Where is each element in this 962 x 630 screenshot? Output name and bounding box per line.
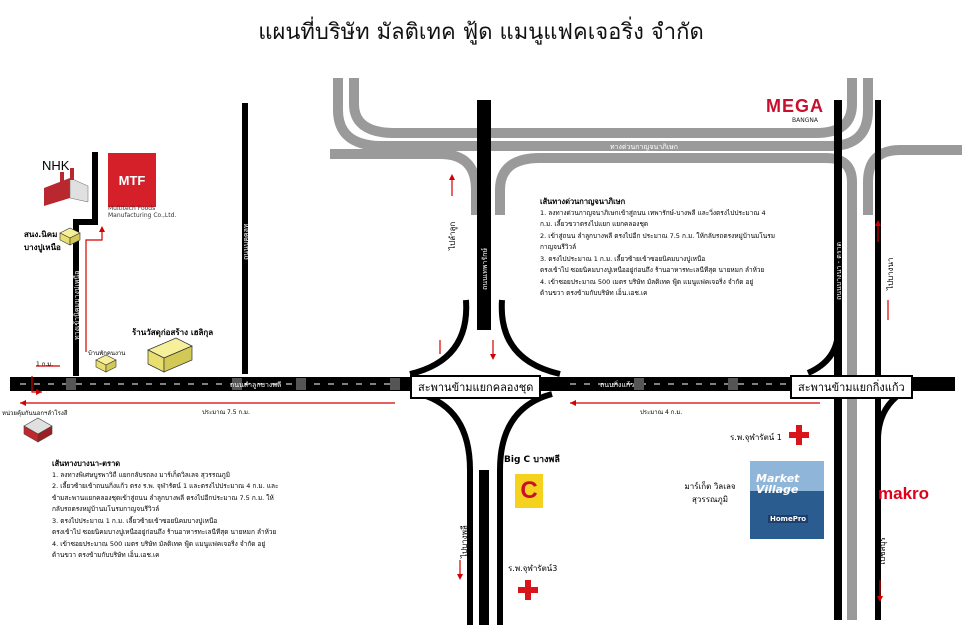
bangna-directions	[52, 458, 279, 562]
expressway-line-6: ตรงเข้าไป ซอยนิคมบางปูเหนืออยู่ก่อนถึง ร้านอาหารทะเลนีทีสุด นายหมก ลำห้วย	[540, 266, 765, 274]
expressway-line-8: ด้านขวา ตรงข้ามกับบริษัท เอ็น.เอช.เค	[540, 289, 648, 297]
expressway-line-4: กาญจนรีวิวล์	[540, 243, 577, 251]
expressway-line-7: 4. เข้าซอยประมาณ 500 เมตร บริษัท มัลติเทค ฟู้ด แมนูแฟคเจอริ่ง จำกัด อยู่	[540, 277, 754, 286]
market-village-sign: Market Village	[756, 472, 800, 496]
hospital-1-label: ร.พ.จุฬารัตน์ 1	[730, 433, 782, 442]
road-center-label: ถนนเทพารักษ์	[481, 248, 489, 290]
dir-chonburi-label: ไปชลบุรี	[878, 537, 887, 566]
worker-house-label: บ้านพักคนงาน	[88, 350, 126, 357]
hospital-1-cross-icon	[789, 425, 809, 445]
bangna-line-6: ตรงเข้าไป ซอยนิคมบางปูเหนืออยู่ก่อนถึง ร้านอาหารทะเลนีทีสุด นายหมก ลำห้วย	[52, 528, 277, 536]
expressway-line-5: 3. ตรงไปประมาณ 1 ก.ม. เลี้ยวซ้ายเข้าซอยนิคมบางปูเหนือ	[540, 254, 706, 263]
distance-1km-label: 1 ก.ม.	[36, 361, 54, 368]
road-king-kaeo-label: ถนนกิ่งแก้ว	[600, 381, 635, 389]
road-bangna-trat-label: ถนนบางนา - ตราด	[835, 241, 843, 300]
page-title: แผนที่บริษัท มัลติเทค ฟู้ด แมนูแฟคเจอริ่ง จำกัด	[258, 20, 704, 45]
bangna-line-5: 3. ตรงไปประมาณ 1 ก.ม. เลี้ยวซ้ายเข้าซอยนิคมบางปูเหนือ	[52, 516, 218, 525]
dir-bangna-label: ไปบางนา	[886, 257, 895, 290]
road-vertical-left-label: ถนนบุคคลท	[242, 223, 250, 260]
bridge-king-kaeo-label: สะพานข้ามแยกกิ่งแก้ว	[790, 375, 913, 399]
bangna-line-1: 1. ลงทางพิเศษบูรพาวิถี แยกกลับรถลง มาร์เก็ตวิลเลจ สุวรรณภูมิ	[52, 470, 230, 479]
construction-store-label: ร้านวัสดุก่อสร้าง เฮลิกุล	[132, 328, 214, 337]
expressway-label: ทางด่วนกาญจนาภิเษก	[610, 143, 679, 151]
bangna-line-2: 2. เลี้ยวซ้ายเข้าถนนกิ่งแก้ว ตรง ร.พ. จุฬารัตน์ 1 และตรงไปประมาณ 4 ก.ม. และ	[52, 482, 279, 490]
bangna-line-4: กลับรถตรงหมู่บ้านมโนรมกาญจนรีวิวล์	[52, 505, 160, 513]
police-label: หน่วยคุ้มกันนอกฯลำโรงสี	[2, 410, 68, 417]
dir-bang-plee-label: ไปบางพลี	[460, 525, 469, 558]
bangna-line-3: ข้ามสะพานแยกคลองชุดเข้าสู่ถนน ลำลูกบางพลี ตรงไปอีกประมาณ 7.5 ก.ม. ให้	[52, 493, 274, 502]
hospital-3-cross-icon	[518, 580, 538, 600]
bridge-khlong-chut-label: สะพานข้ามแยกคลองชุด	[410, 375, 541, 399]
mtf-logo: MTF	[108, 153, 156, 207]
makro-logo: makro	[878, 484, 930, 503]
bangna-line-8: ด้านขวา ตรงข้ามกับบริษัท เอ็น.เอช.เค	[52, 551, 160, 559]
road-left-label: ถนนลำลูกบางพลี	[230, 381, 282, 389]
bangna-line-7: 4. เข้าซอยประมาณ 500 เมตร บริษัท มัลติเทค ฟู้ด แมนูแฟคเจอริ่ง จำกัด อยู่	[52, 539, 266, 548]
road-nikhom-label: ทางเข้านิคมบางปูเหนือ	[73, 270, 81, 340]
mega-logo: MEGA	[766, 96, 824, 116]
distance-4km-label: ประมาณ 4 ก.ม.	[640, 409, 683, 416]
bigc-logo: C	[515, 474, 543, 508]
market-village-photo	[750, 461, 824, 539]
expressway-line-3: 2. เข้าสู่ถนน ลำลูกบางพลี ตรงไปอีก ประมาณ 7.5 ก.ม. ให้กลับรถตรงหมู่บ้านมโนรม	[540, 231, 776, 240]
school-label: สนง.นิคม บางปูเหนือ	[24, 230, 61, 252]
nhk-label: NHK	[42, 158, 70, 173]
expressway-line-2: ก.ม. เลี้ยวขวาตรงไปแยก แยกคลองชุด	[540, 220, 649, 228]
mtf-sub-label: Multitech Foods Manufacturing Co.,Ltd.	[108, 205, 177, 219]
nhk-factory-icon	[44, 168, 88, 206]
dir-lat-krabang-label: ไปลำลูก	[448, 221, 457, 250]
bangna-directions-head: เส้นทางบางนา-ตราด	[52, 459, 121, 468]
expressway-line-1: 1. ลงทางด่วนกาญจนาภิเษกเข้าสู่ถนน เทพารักษ์-บางพลี และวิ่งตรงไปประมาณ 4	[540, 208, 766, 217]
police-house-icon	[24, 418, 52, 442]
expressway	[330, 78, 962, 620]
construction-store-icon	[148, 338, 192, 372]
distance-7-5km-label: ประมาณ 7.5 ก.ม.	[202, 409, 250, 416]
expressway-directions	[540, 196, 775, 300]
hospital-3-label: ร.พ.จุฬารัตน์3	[508, 564, 558, 573]
homepro-sign: HomePro	[770, 515, 807, 523]
market-village-label: มาร์เก็ต วิลเลจ สุวรรณภูมิ	[684, 482, 736, 504]
expressway-directions-head: เส้นทางด่วนกาญจนาภิเษก	[540, 197, 626, 206]
mega-sub-label: BANGNA	[792, 117, 818, 124]
bigc-label: Big C บางพลี	[504, 455, 560, 465]
